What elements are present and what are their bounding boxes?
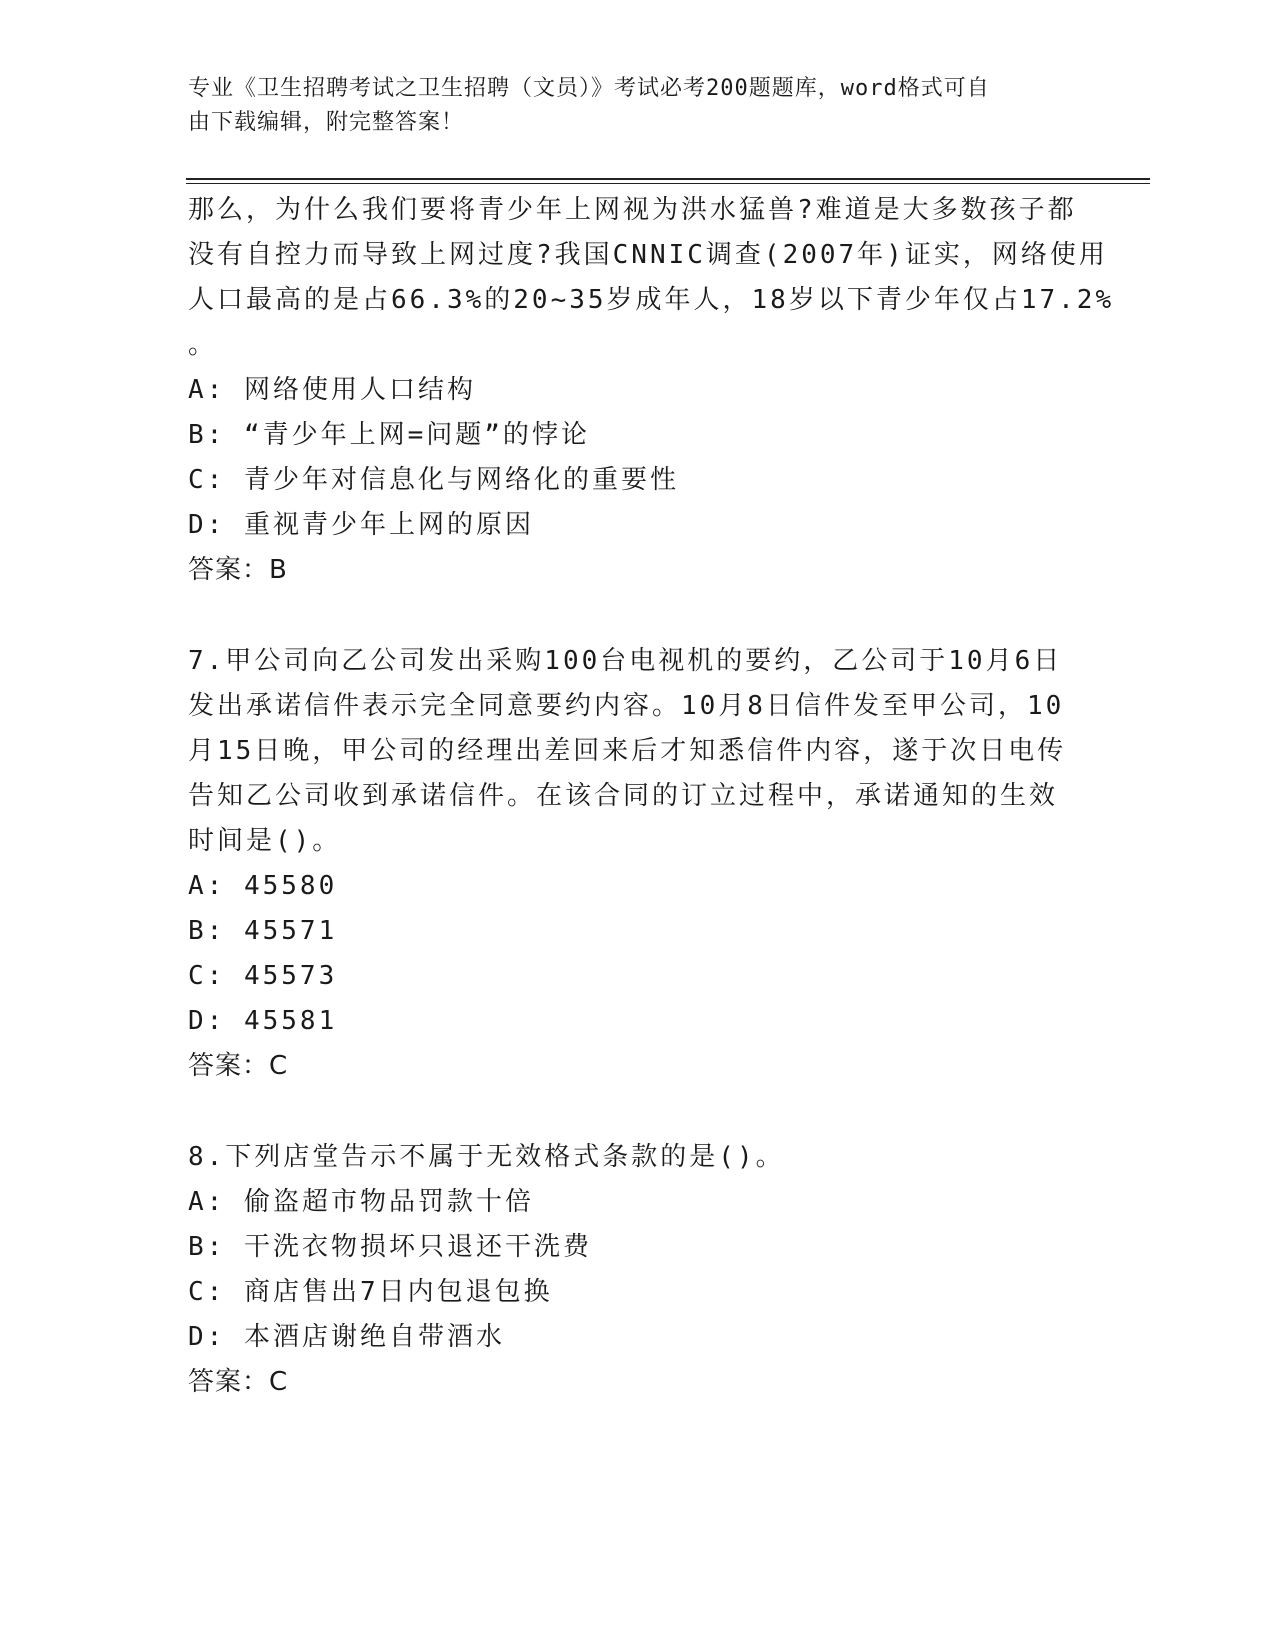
question-8 [188, 1135, 1088, 1405]
option-c: C: 45573 [188, 961, 338, 991]
question-text-line: 没有自控力而导致上网过度?我国CNNIC调查(2007年)证实，网络使用 [188, 240, 1108, 270]
option-d: D: 本酒店谢绝自带酒水 [188, 1322, 505, 1352]
option-a: A: 偷盗超市物品罚款十倍 [188, 1187, 534, 1217]
answer: 答案：B [188, 555, 288, 585]
question-6 [188, 188, 1115, 593]
header-divider-thin [186, 183, 1150, 184]
header-line-1: 专业《卫生招聘考试之卫生招聘（文员）》考试必考200题题库，word格式可自 [188, 76, 990, 101]
document-header [188, 72, 1068, 140]
answer: 答案：C [188, 1367, 289, 1397]
question-text-line: 月15日晚，甲公司的经理出差回来后才知悉信件内容，遂于次日电传 [188, 736, 1067, 766]
question-text-line: 发出承诺信件表示完全同意要约内容。10月8日信件发至甲公司，10 [188, 691, 1065, 721]
answer: 答案：C [188, 1051, 289, 1081]
question-text-line: 8.下列店堂告示不属于无效格式条款的是()。 [188, 1142, 785, 1172]
header-divider-thick [186, 178, 1150, 180]
option-a: A: 网络使用人口结构 [188, 375, 476, 405]
question-text-line: 那么，为什么我们要将青少年上网视为洪水猛兽?难道是大多数孩子都 [188, 195, 1077, 225]
option-b: B: 45571 [188, 916, 338, 946]
question-text-line: 时间是()。 [188, 826, 342, 856]
document-body [188, 188, 1115, 1405]
question-text-line: 7.甲公司向乙公司发出采购100台电视机的要约，乙公司于10月6日 [188, 646, 1063, 676]
header-line-2: 由下载编辑，附完整答案！ [188, 110, 465, 135]
option-a: A: 45580 [188, 871, 338, 901]
option-b: B: “青少年上网=问题”的悖论 [188, 420, 590, 450]
option-c: C: 青少年对信息化与网络化的重要性 [188, 465, 679, 495]
question-text-line: 人口最高的是占66.3%的20~35岁成年人，18岁以下青少年仅占17.2% [188, 285, 1115, 315]
option-d: D: 重视青少年上网的原因 [188, 510, 534, 540]
question-7 [188, 639, 1088, 1089]
option-c: C: 商店售出7日内包退包换 [188, 1277, 553, 1307]
question-text-line: 告知乙公司收到承诺信件。在该合同的订立过程中，承诺通知的生效 [188, 781, 1059, 811]
option-b: B: 干洗衣物损坏只退还干洗费 [188, 1232, 592, 1262]
option-d: D: 45581 [188, 1006, 338, 1036]
question-text-line: 。 [188, 330, 218, 360]
